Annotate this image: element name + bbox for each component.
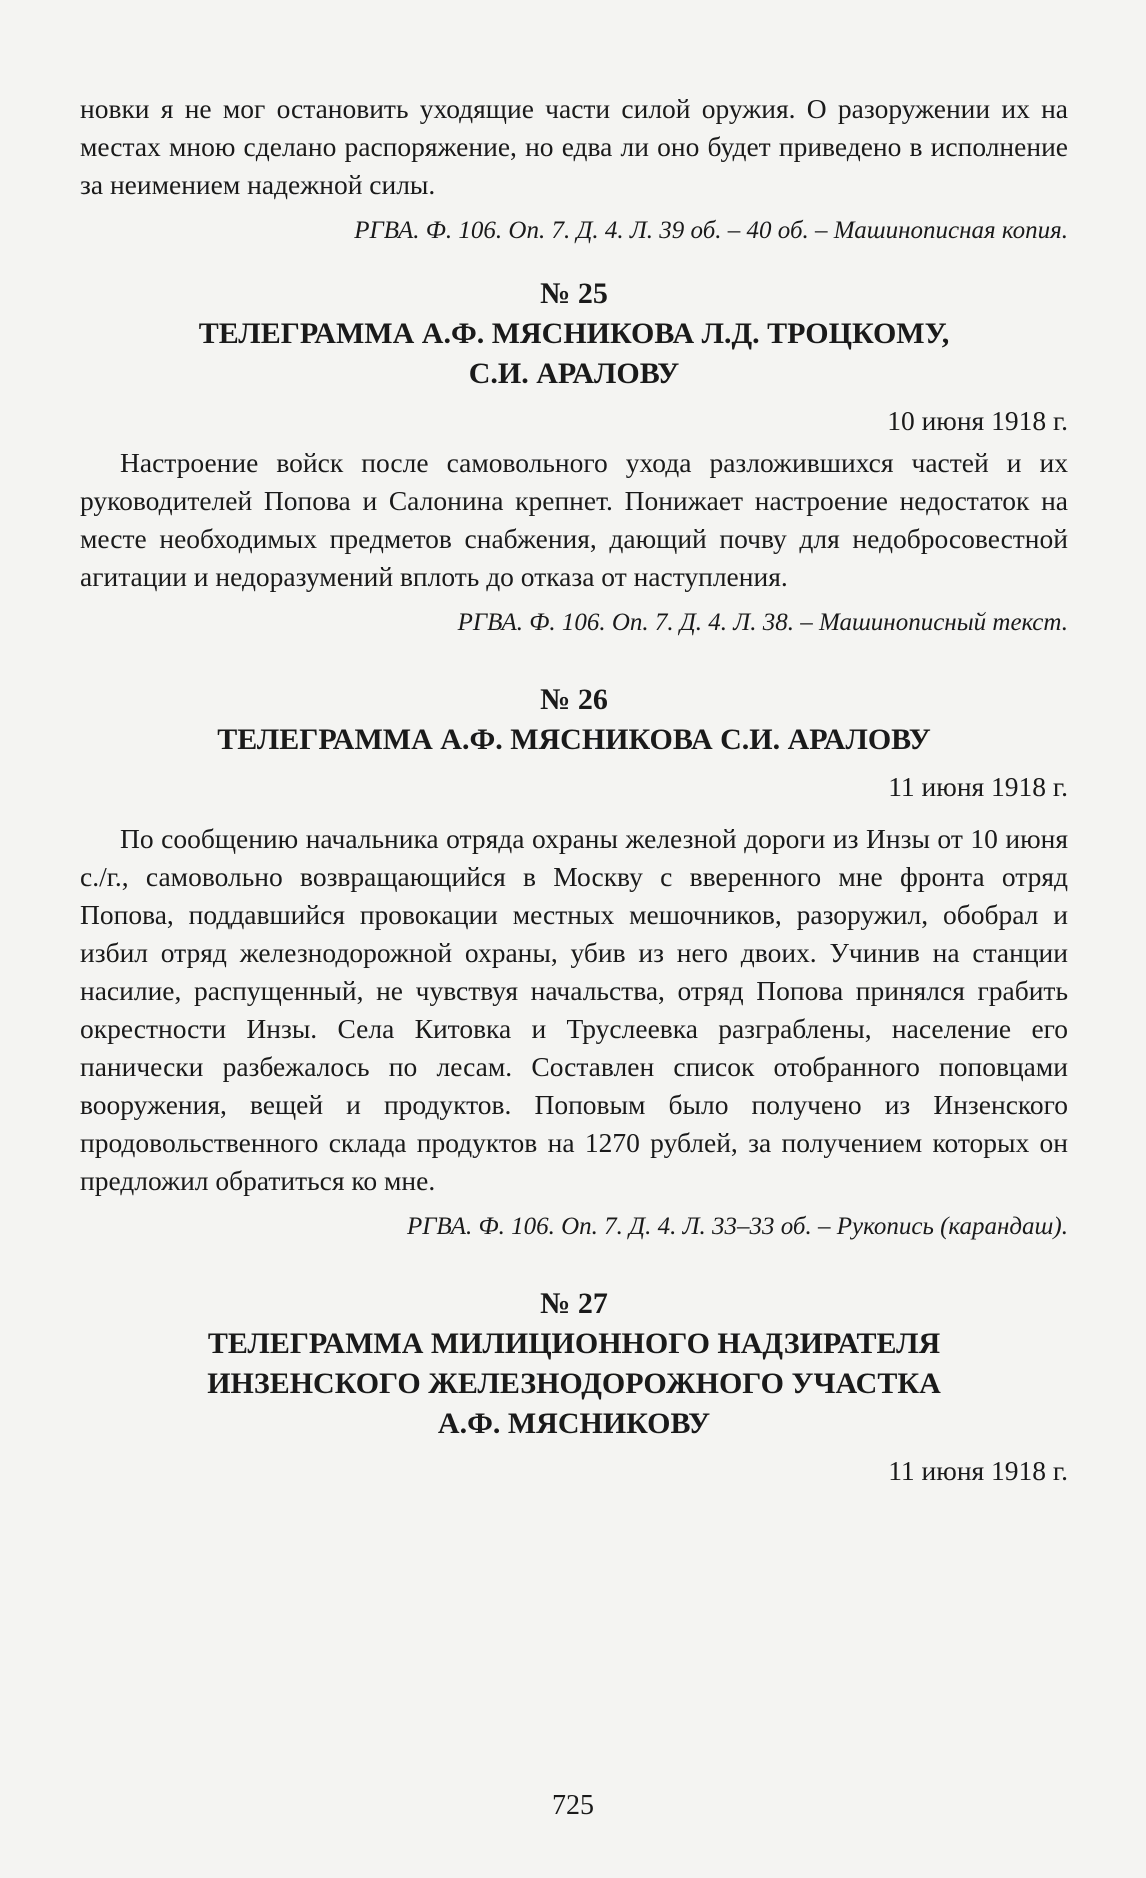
- document-27: [80, 1284, 1068, 1490]
- continuation-source: РГВА. Ф. 106. Оп. 7. Д. 4. Л. 39 об. – 40 об. – Машинописная копия.: [354, 217, 1068, 244]
- doc26-source: РГВА. Ф. 106. Оп. 7. Д. 4. Л. 33–33 об. – Рукопись (карандаш).: [406, 1213, 1068, 1240]
- doc25-source: РГВА. Ф. 106. Оп. 7. Д. 4. Л. 38. – Машинописный текст.: [457, 609, 1068, 636]
- doc25-title-line2: С.И. АРАЛОВУ: [468, 357, 680, 390]
- doc26-number: № 26: [540, 683, 608, 716]
- doc27-date: 11 июня 1918 г.: [888, 1455, 1068, 1486]
- doc25-date: 10 июня 1918 г.: [887, 405, 1068, 436]
- page-body: [80, 90, 1068, 1494]
- document-25: [80, 274, 1068, 640]
- doc27-number: № 27: [540, 1287, 608, 1320]
- doc27-title-line2: ИНЗЕНСКОГО ЖЕЛЕЗНОДОРОЖНОГО УЧАСТКА: [207, 1367, 941, 1400]
- document-26: [80, 680, 1068, 1244]
- doc27-title-line1: ТЕЛЕГРАММА МИЛИЦИОННОГО НАДЗИРАТЕЛЯ: [207, 1327, 941, 1360]
- doc25-text: Настроение войск после самовольного ухода разложившихся частей и их руководителей Попова и Салонина крепнет. Понижает настроение недостаток на месте необходимых предметов снабжения, дающий почву для недобросовестной агитации и недоразумений вплоть до отказа от наступления.: [80, 447, 1068, 592]
- doc25-number: № 25: [540, 277, 608, 310]
- doc26-title-line1: ТЕЛЕГРАММА А.Ф. МЯСНИКОВА С.И. АРАЛОВУ: [217, 723, 931, 756]
- page-number: 725: [552, 1790, 594, 1821]
- doc26-text: По сообщению начальника отряда охраны железной дороги из Инзы от 10 июня с./г., самовольно возвращающийся в Москву с вверенного мне фронта отряд Попова, поддавшийся провокации местных мешочников, разоружил, обобрал и избил отряд железнодорожной охраны, убив из него двоих. Учинив на станции насилие, распущенный, не чувствуя начальства, отряд Попова принялся грабить окрестности Инзы. Села Китовка и Труслеевка разграблены, население его панически разбежалось по лесам. Составлен список отобранного поповцами вооружения, вещей и продуктов. Поповым было получено из Инзенского продовольственного склада продуктов на 1270 рублей, за получением которых он предложил обратиться ко мне.: [80, 823, 1068, 1196]
- doc27-title-line3: А.Ф. МЯСНИКОВУ: [437, 1407, 711, 1440]
- continuation-paragraph: новки я не мог остановить уходящие части силой оружия. О разоружении их на местах мною сделано распоряжение, но едва ли оно будет приведено в исполнение за неимением надежной силы.: [80, 93, 1068, 200]
- doc25-title-line1: ТЕЛЕГРАММА А.Ф. МЯСНИКОВА Л.Д. ТРОЦКОМУ,: [198, 317, 950, 350]
- doc26-date: 11 июня 1918 г.: [888, 771, 1068, 802]
